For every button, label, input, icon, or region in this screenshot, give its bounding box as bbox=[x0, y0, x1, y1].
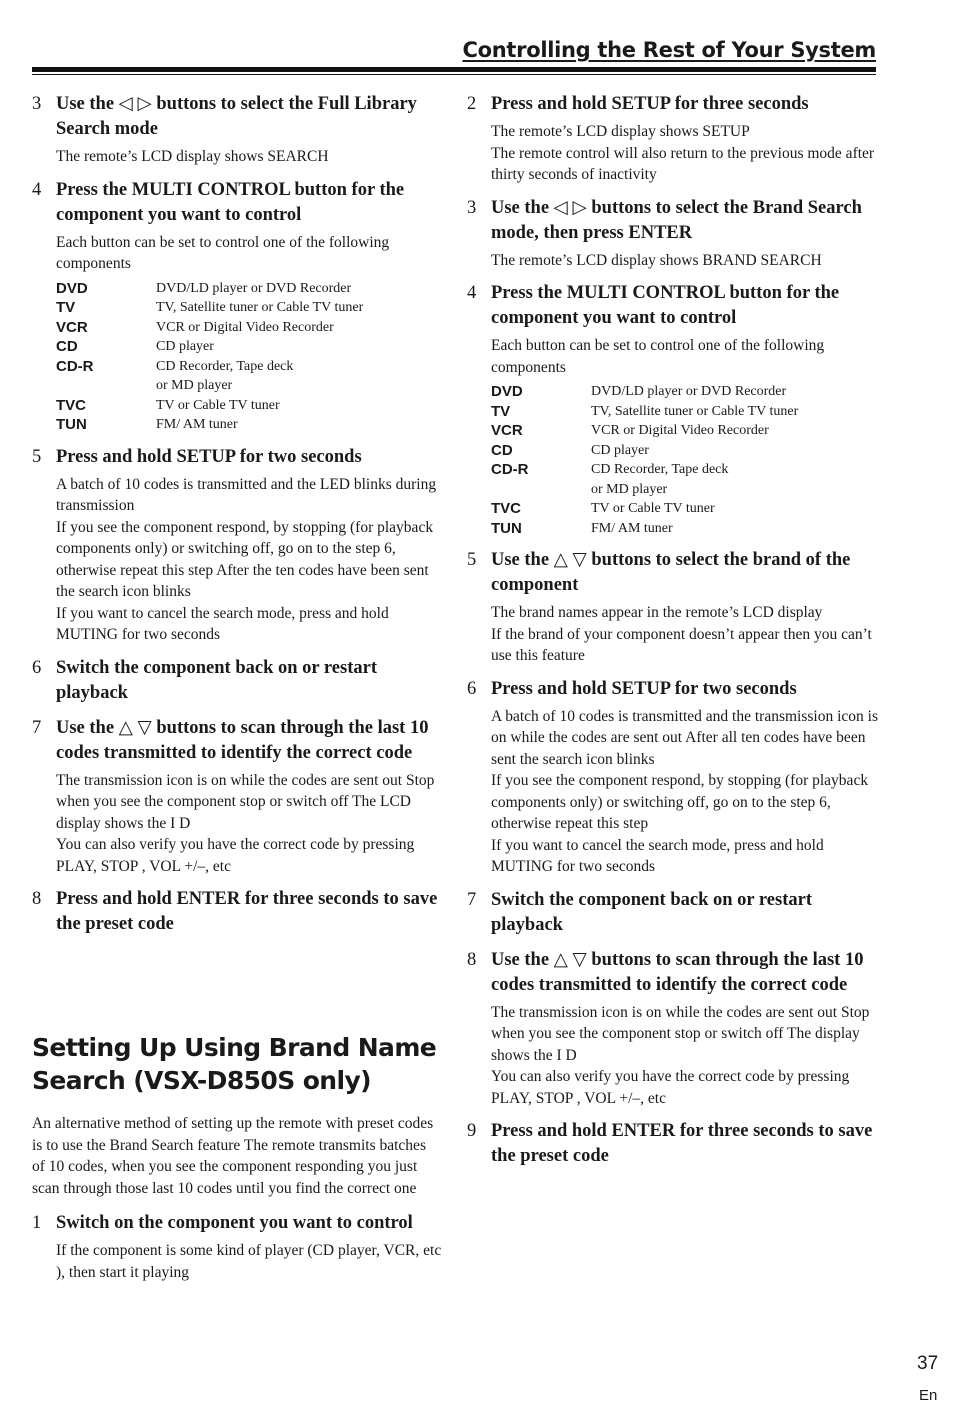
section-title-line: Setting Up Using Brand Name bbox=[32, 1033, 437, 1062]
step-number: 2 bbox=[467, 94, 477, 114]
component-desc: CD player bbox=[591, 442, 649, 458]
body-text: A batch of 10 codes is transmitted and the transmission icon is on while the codes are sent out After all ten codes have been sent the search icon blinks bbox=[491, 707, 879, 768]
step-title: Use the ◁ ▷ buttons to select the Full Library Search mode bbox=[56, 94, 417, 139]
body-text: Each button can be set to control one of the following components bbox=[56, 233, 390, 272]
step-number: 6 bbox=[467, 678, 477, 699]
component-row bbox=[491, 402, 882, 422]
body-text: The brand names appear in the remote’s LCD display bbox=[491, 604, 823, 621]
component-desc: or MD player bbox=[591, 481, 668, 497]
step-number: 5 bbox=[467, 550, 477, 570]
header-rule-thin bbox=[32, 74, 876, 75]
step-heading bbox=[32, 1211, 442, 1236]
component-desc: VCR or Digital Video Recorder bbox=[156, 319, 334, 335]
component-list bbox=[56, 279, 442, 435]
page-header-title: Controlling the Rest of Your System bbox=[462, 38, 876, 62]
step-number: 4 bbox=[467, 283, 477, 303]
component-code: CD-R bbox=[56, 357, 94, 375]
body-text: You can also verify you have the correct code by pressing PLAY, STOP , VOL +/–, etc bbox=[491, 1068, 850, 1107]
step-number: 9 bbox=[467, 1121, 477, 1141]
step-title: Use the △ ▽ buttons to scan through the last 10 codes transmitted to identify the correct code bbox=[56, 717, 429, 763]
step-body bbox=[56, 1240, 442, 1283]
step-heading bbox=[467, 281, 882, 331]
body-text: If the brand of your component doesn’t appear then you can’t use this feature bbox=[491, 625, 872, 664]
component-desc: TV or Cable TV tuner bbox=[156, 397, 280, 413]
language-code: En bbox=[919, 1387, 938, 1404]
component-row bbox=[56, 376, 442, 396]
component-desc: FM/ AM tuner bbox=[591, 520, 673, 536]
component-code: VCR bbox=[56, 318, 88, 336]
component-row bbox=[491, 460, 882, 480]
body-text: The remote’s LCD display shows BRAND SEARCH bbox=[491, 251, 822, 269]
step-title: Switch the component back on or restart playback bbox=[56, 657, 377, 703]
step-heading bbox=[32, 92, 442, 142]
step-number: 8 bbox=[32, 889, 42, 909]
step-heading bbox=[467, 677, 882, 702]
component-desc: or MD player bbox=[156, 378, 233, 393]
step-title: Press and hold ENTER for three seconds to save the preset code bbox=[56, 889, 438, 934]
component-row bbox=[491, 441, 882, 461]
step-heading bbox=[467, 1119, 882, 1169]
component-row bbox=[56, 415, 442, 435]
step-title: Switch on the component you want to control bbox=[56, 1213, 413, 1233]
step-body bbox=[56, 232, 442, 275]
body-text: If you want to cancel the search mode, press and hold MUTING for two seconds bbox=[56, 604, 389, 643]
right-column bbox=[467, 92, 882, 1173]
component-code: CD bbox=[491, 441, 513, 459]
body-text: If you see the component respond, by stopping (for playback components only) or switching off, go on to the step 6, otherwise repeat this step After the ten codes have been sent the search icon blinks bbox=[56, 518, 434, 600]
component-code bbox=[491, 480, 591, 500]
step-body bbox=[491, 121, 882, 186]
step-heading bbox=[32, 178, 442, 228]
component-desc: CD Recorder, Tape deck bbox=[591, 462, 729, 477]
step-title: Press and hold ENTER for three seconds to save the preset code bbox=[491, 1121, 873, 1166]
component-desc: DVD/LD player or DVD Recorder bbox=[156, 280, 352, 296]
body-text: The remote control will also return to the previous mode after thirty seconds of inactivity bbox=[491, 144, 875, 183]
step-body bbox=[491, 706, 882, 878]
body-text: An alternative method of setting up the remote with preset codes is to use the Brand Search feature The remote transmits batches of 10 codes, when you see the component responding you just scan through those last 10 codes until you find the correct one bbox=[32, 1115, 434, 1197]
body-text: If you see the component respond, by stopping (for playback components only) or switching off, go on to the step 6, otherwise repeat this step bbox=[491, 772, 869, 832]
body-text: Each button can be set to control one of the following components bbox=[491, 337, 825, 376]
body-text: The remote’s LCD display shows SEARCH bbox=[56, 148, 329, 165]
component-code: TVC bbox=[491, 500, 521, 517]
section-title-line: Search (VSX-D850S only) bbox=[32, 1066, 371, 1095]
step-heading bbox=[32, 656, 442, 706]
component-code: DVD bbox=[56, 279, 88, 297]
step-heading bbox=[467, 548, 882, 598]
component-code: TV bbox=[491, 402, 511, 420]
step-heading bbox=[32, 445, 442, 470]
step-title: Use the △ ▽ buttons to scan through the last 10 codes transmitted to identify the correct code bbox=[491, 949, 864, 995]
body-text: The transmission icon is on while the codes are sent out Stop when you see the component stop or switch off The display shows the I D bbox=[491, 1003, 870, 1064]
step-title: Use the △ ▽ buttons to select the brand of the component bbox=[491, 550, 851, 595]
header-rule bbox=[32, 67, 876, 72]
component-row bbox=[56, 357, 442, 377]
component-desc: TV, Satellite tuner or Cable TV tuner bbox=[156, 300, 364, 315]
step-heading bbox=[467, 92, 882, 117]
step-title: Use the ◁ ▷ buttons to select the Brand Search mode, then press ENTER bbox=[491, 197, 862, 243]
step-number: 6 bbox=[32, 657, 42, 678]
step-number: 3 bbox=[467, 197, 477, 218]
component-code: TV bbox=[56, 299, 76, 316]
body-text: The remote’s LCD display shows SETUP bbox=[491, 123, 750, 140]
component-desc: TV or Cable TV tuner bbox=[591, 501, 715, 516]
component-row bbox=[56, 318, 442, 338]
component-code: CD bbox=[56, 338, 78, 355]
step-heading bbox=[467, 888, 882, 938]
component-desc: VCR or Digital Video Recorder bbox=[591, 423, 769, 438]
component-desc: FM/ AM tuner bbox=[156, 417, 238, 432]
step-number: 4 bbox=[32, 179, 42, 200]
step-number: 5 bbox=[32, 446, 42, 467]
step-body bbox=[491, 335, 882, 378]
step-body bbox=[491, 250, 882, 272]
component-code bbox=[56, 376, 156, 396]
component-code: VCR bbox=[491, 422, 523, 439]
step-title: Press and hold SETUP for two seconds bbox=[491, 678, 797, 699]
component-row bbox=[491, 480, 882, 500]
step-number: 3 bbox=[32, 94, 42, 114]
component-row bbox=[56, 396, 442, 416]
component-row bbox=[491, 499, 882, 519]
component-desc: CD player bbox=[156, 339, 214, 354]
step-number: 7 bbox=[467, 889, 477, 910]
component-desc: TV, Satellite tuner or Cable TV tuner bbox=[591, 403, 799, 419]
component-desc: CD Recorder, Tape deck bbox=[156, 358, 294, 374]
step-title: Press the MULTI CONTROL button for the component you want to control bbox=[56, 179, 405, 225]
component-row bbox=[56, 337, 442, 357]
step-number: 7 bbox=[32, 717, 42, 738]
step-title: Switch the component back on or restart playback bbox=[491, 889, 812, 935]
step-title: Press and hold SETUP for three seconds bbox=[491, 94, 809, 114]
left-column bbox=[32, 92, 442, 1287]
page-number: 37 bbox=[917, 1353, 939, 1374]
section-intro bbox=[32, 1113, 442, 1199]
component-code: DVD bbox=[491, 383, 523, 400]
step-body bbox=[491, 1002, 882, 1110]
step-heading bbox=[467, 196, 882, 246]
step-body bbox=[56, 474, 442, 646]
step-number: 1 bbox=[32, 1213, 42, 1233]
step-number: 8 bbox=[467, 949, 477, 970]
body-text: You can also verify you have the correct code by pressing PLAY, STOP , VOL +/–, etc bbox=[56, 836, 415, 875]
component-row bbox=[491, 421, 882, 441]
component-row bbox=[56, 298, 442, 318]
step-heading bbox=[32, 887, 442, 937]
body-text: If you want to cancel the search mode, press and hold MUTING for two seconds bbox=[491, 836, 824, 875]
step-heading bbox=[467, 948, 882, 998]
step-body bbox=[56, 770, 442, 878]
component-row bbox=[491, 519, 882, 539]
component-code: CD-R bbox=[491, 461, 529, 478]
component-list bbox=[491, 382, 882, 538]
component-row bbox=[56, 279, 442, 299]
component-code: TVC bbox=[56, 396, 86, 414]
component-row bbox=[491, 382, 882, 402]
section-title bbox=[32, 1031, 442, 1097]
step-title: Press and hold SETUP for two seconds bbox=[56, 446, 362, 467]
component-desc: DVD/LD player or DVD Recorder bbox=[591, 384, 787, 399]
component-code: TUN bbox=[491, 519, 522, 537]
body-text: If the component is some kind of player (CD player, VCR, etc ), then start it playing bbox=[56, 1242, 442, 1281]
step-heading bbox=[32, 716, 442, 766]
step-body bbox=[56, 146, 442, 168]
body-text: A batch of 10 codes is transmitted and the LED blinks during transmission bbox=[56, 475, 437, 514]
component-code: TUN bbox=[56, 416, 87, 433]
body-text: The transmission icon is on while the codes are sent out Stop when you see the component stop or switch off The LCD display shows the I D bbox=[56, 771, 435, 832]
step-body bbox=[491, 602, 882, 667]
step-title: Press the MULTI CONTROL button for the component you want to control bbox=[491, 283, 840, 328]
